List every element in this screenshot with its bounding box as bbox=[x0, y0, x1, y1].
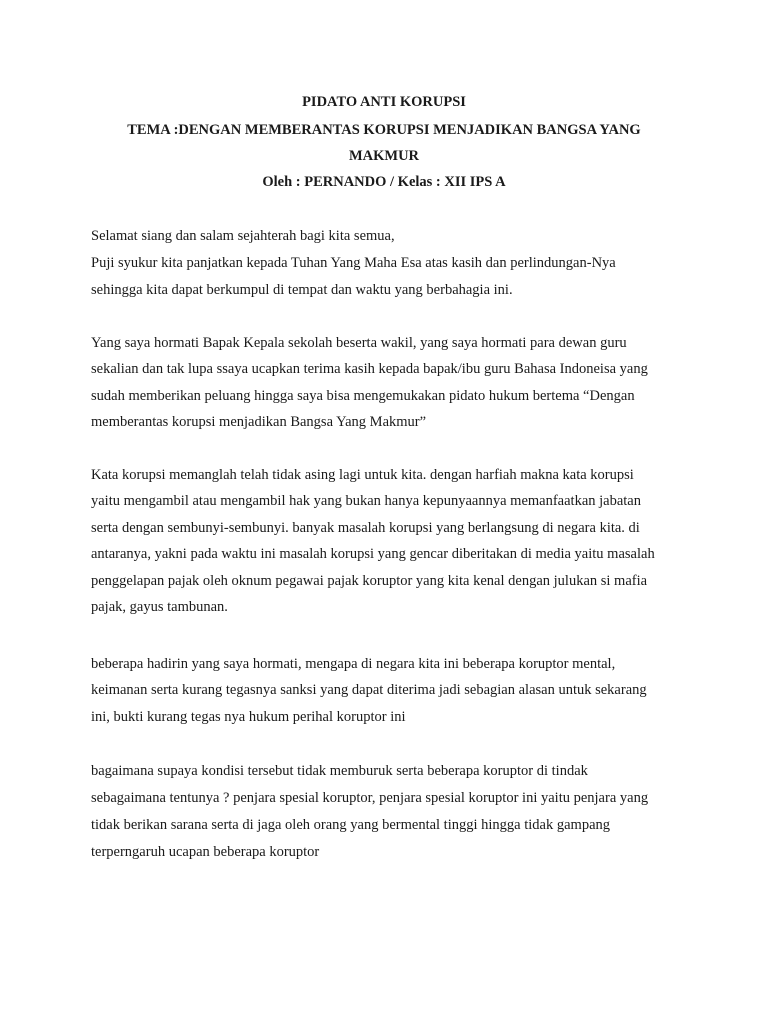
paragraph-5-line-1: bagaimana supaya kondisi tersebut tidak memburuk serta beberapa koruptor di tindak bbox=[91, 763, 588, 779]
paragraph-3-line-2: yaitu mengambil atau mengambil hak yang bukan hanya kepunyaannya memanfaatkan jabatan bbox=[91, 493, 641, 509]
paragraph-2-line-4: memberantas korupsi menjadikan Bangsa Yang Makmur” bbox=[91, 414, 427, 430]
paragraph-2-line-3: sudah memberikan peluang hingga saya bisa mengemukakan pidato hukum bertema “Dengan bbox=[91, 388, 635, 404]
paragraph-3-line-1: Kata korupsi memanglah telah tidak asing lagi untuk kita. dengan harfiah makna kata korupsi bbox=[91, 467, 634, 483]
paragraph-4-line-2: keimanan serta kurang tegasnya sanksi yang dapat diterima jadi sebagian alasan untuk sekarang bbox=[91, 682, 647, 698]
paragraph-1-line-2: Puji syukur kita panjatkan kepada Tuhan Yang Maha Esa atas kasih dan perlindungan-Nya bbox=[91, 255, 616, 271]
paragraph-3-line-4: antaranya, yakni pada waktu ini masalah korupsi yang gencar diberitakan di media yaitu masalah bbox=[91, 546, 655, 562]
theme-line-2: MAKMUR bbox=[348, 148, 420, 164]
paragraph-4-line-3: ini, bukti kurang tegas nya hukum perihal koruptor ini bbox=[91, 709, 406, 725]
paragraph-3-line-6: pajak, gayus tambunan. bbox=[91, 599, 228, 615]
author-line: Oleh : PERNANDO / Kelas : XII IPS A bbox=[262, 174, 506, 190]
paragraph-4-line-1: beberapa hadirin yang saya hormati, mengapa di negara kita ini beberapa koruptor mental, bbox=[91, 656, 616, 672]
paragraph-5-line-2: sebagaimana tentunya ? penjara spesial koruptor, penjara spesial koruptor ini yaitu penjara yang bbox=[91, 790, 649, 806]
paragraph-5-line-3: tidak berikan sarana serta di jaga oleh orang yang bermental tinggi hingga tidak gampang bbox=[91, 817, 611, 833]
paragraph-3-line-5: penggelapan pajak oleh oknum pegawai pajak koruptor yang kita kenal dengan julukan si mafia bbox=[91, 573, 648, 589]
paragraph-2-line-2: sekalian dan tak lupa ssaya ucapkan terima kasih kepada bapak/ibu guru Bahasa Indoneisa yang bbox=[91, 361, 648, 377]
paragraph-5-line-4: terperngaruh ucapan beberapa koruptor bbox=[91, 844, 320, 860]
paragraph-2-line-1: Yang saya hormati Bapak Kepala sekolah beserta wakil, yang saya hormati para dewan guru bbox=[91, 335, 627, 351]
theme-line-1: TEMA :DENGAN MEMBERANTAS KORUPSI MENJADIKAN BANGSA YANG bbox=[127, 122, 641, 138]
paragraph-1-line-3: sehingga kita dapat berkumpul di tempat dan waktu yang berbahagia ini. bbox=[91, 282, 513, 298]
document-title: PIDATO ANTI KORUPSI bbox=[302, 94, 466, 110]
paragraph-3-line-3: serta dengan sembunyi-sembunyi. banyak masalah korupsi yang berlangsung di negara kita. di bbox=[91, 520, 640, 536]
paragraph-1-line-1: Selamat siang dan salam sejahterah bagi kita semua, bbox=[91, 228, 395, 244]
